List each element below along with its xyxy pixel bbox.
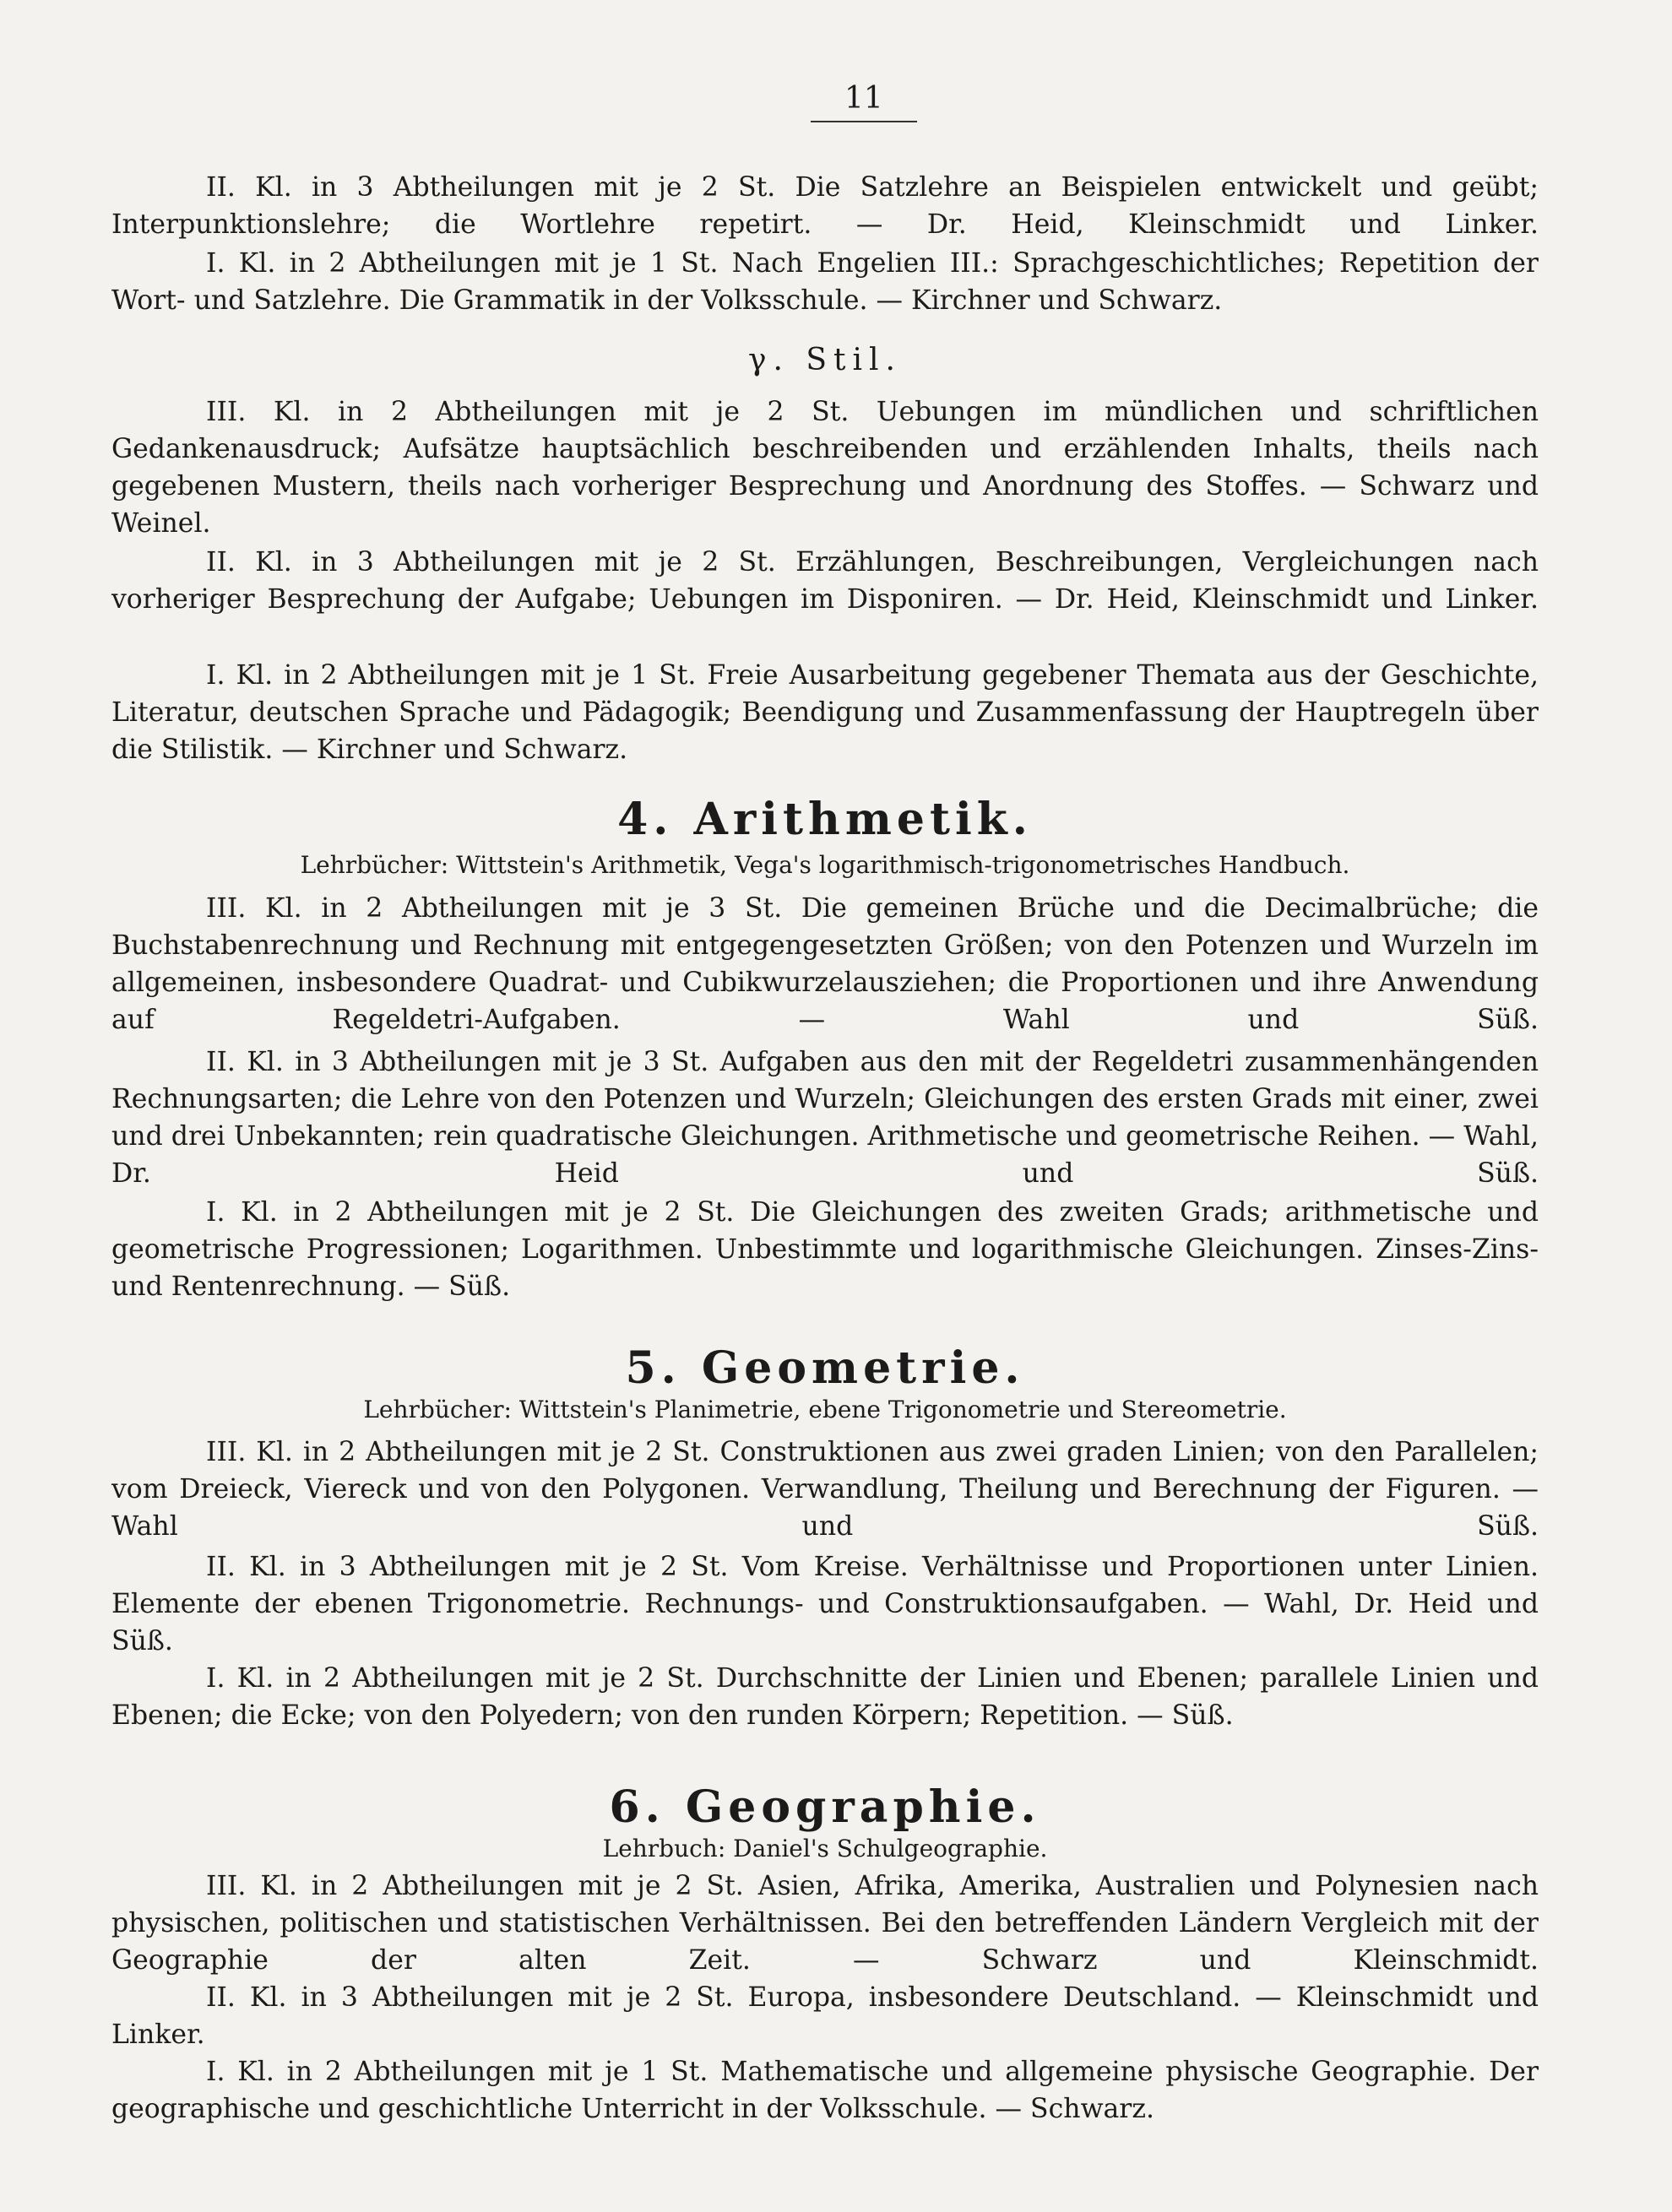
section-heading-geographie: 6. Geographie. — [609, 1781, 1041, 1833]
arithmetik-textbooks: Lehrbücher: Wittstein's Arithmetik, Vega's logarithmisch-trigonometrisches Handbuch. — [300, 851, 1350, 879]
arithmetik-para-2: II. Kl. in 3 Abtheilungen mit je 3 St. Aufgaben aus den mit der Regeldetri zusammenhängenden Rechnungsarten; die Lehre von den Potenzen und Wurzeln; Gleichungen des ersten Grads mit einer, zwei und drei Unbekannten; rein quadratische Gleichungen. Arithmetische und geometrische Reihen. — Wahl, Dr. Heid und Süß. — [111, 1047, 1539, 1189]
deutsch-para-2: I. Kl. in 2 Abtheilungen mit je 1 St. Nach Engelien III.: Sprachgeschichtliches; Repetition der Wort- und Satzlehre. Die Grammatik in der Volksschule. — Kirchner und Schwarz. — [111, 248, 1539, 316]
arithmetik-para-3: I. Kl. in 2 Abtheilungen mit je 2 St. Die Gleichungen des zweiten Grads; arithmetische und geometrische Progressionen; Logarithmen. Unbestimmte und logarithmische Gleichungen. Zinses-Zins- und Rentenrechnung. — Süß. — [111, 1197, 1539, 1302]
stil-para-3: I. Kl. in 2 Abtheilungen mit je 1 St. Freie Ausarbeitung gegebener Themata aus der Geschichte, Literatur, deutschen Sprache und Pädagogik; Beendigung und Zusammenfassung der Hauptregeln über die Stilistik. — Kirchner und Schwarz. — [111, 660, 1539, 765]
geographie-para-2: II. Kl. in 3 Abtheilungen mit je 2 St. Europa, insbesondere Deutschland. — Kleinschmidt und Linker. — [111, 1982, 1539, 2050]
section-heading-arithmetik: 4. Arithmetik. — [617, 794, 1033, 845]
stil-para-1: III. Kl. in 2 Abtheilungen mit je 2 St. Uebungen im mündlichen und schriftlichen Gedankenausdruck; Aufsätze hauptsächlich beschreibenden und erzählenden Inhalts, theils nach gegebenen Mustern, theils nach vorheriger Besprechung und Anordnung des Stoffes. — Schwarz und Weinel. — [111, 397, 1539, 539]
geometrie-para-1: III. Kl. in 2 Abtheilungen mit je 2 St. Construktionen aus zwei graden Linien; von den Parallelen; vom Dreieck, Viereck und von den Polygonen. Verwandlung, Theilung und Berechnung der Figuren. — Wahl und Süß. — [111, 1437, 1539, 1542]
section-heading-geometrie: 5. Geometrie. — [625, 1342, 1025, 1394]
geometrie-textbooks: Lehrbücher: Wittstein's Planimetrie, ebene Trigonometrie und Stereometrie. — [363, 1396, 1287, 1423]
geographie-para-3: I. Kl. in 2 Abtheilungen mit je 1 St. Mathematische und allgemeine physische Geographie. Der geographische und geschichtliche Unterricht in der Volksschule. — Schwarz. — [111, 2057, 1539, 2124]
geographie-para-1: III. Kl. in 2 Abtheilungen mit je 2 St. Asien, Afrika, Amerika, Australien und Polynesien nach physischen, politischen und statistischen Verhältnissen. Bei den betreffenden Ländern Vergleich mit der Geographie der alten Zeit. — Schwarz und Kleinschmidt. — [111, 1871, 1539, 1976]
deutsch-para-1: II. Kl. in 3 Abtheilungen mit je 2 St. Die Satzlehre an Beispielen entwickelt und geübt; Interpunktionslehre; die Wortlehre repetirt. — Dr. Heid, Kleinschmidt und Linker. — [111, 172, 1539, 240]
geographie-textbooks: Lehrbuch: Daniel's Schulgeographie. — [602, 1835, 1048, 1862]
section-heading-stil: γ. Stil. — [747, 343, 902, 377]
geometrie-para-2: II. Kl. in 3 Abtheilungen mit je 2 St. Vom Kreise. Verhältnisse und Proportionen unter Linien. Elemente der ebenen Trigonometrie. Rechnungs- und Construktionsaufgaben. — Wahl, Dr. Heid und Süß. — [111, 1552, 1539, 1656]
stil-para-2: II. Kl. in 3 Abtheilungen mit je 2 St. Erzählungen, Beschreibungen, Vergleichungen nach vorheriger Besprechung der Aufgabe; Uebungen im Disponiren. — Dr. Heid, Kleinschmidt und Linker. — [111, 547, 1539, 615]
geometrie-para-3: I. Kl. in 2 Abtheilungen mit je 2 St. Durchschnitte der Linien und Ebenen; parallele Linien und Ebenen; die Ecke; von den Polyedern; von den runden Körpern; Repetition. — Süß. — [111, 1663, 1539, 1731]
arithmetik-para-1: III. Kl. in 2 Abtheilungen mit je 3 St. Die gemeinen Brüche und die Decimalbrüche; die Buchstabenrechnung und Rechnung mit entgegengesetzten Größen; von den Potenzen und Wurzeln im allgemeinen, insbesondere Quadrat- und Cubikwurzelausziehen; die Proportionen und ihre Anwendung auf Regeldetri-Aufgaben. — Wahl und Süß. — [111, 893, 1539, 1035]
page-number: 11 — [811, 81, 917, 122]
